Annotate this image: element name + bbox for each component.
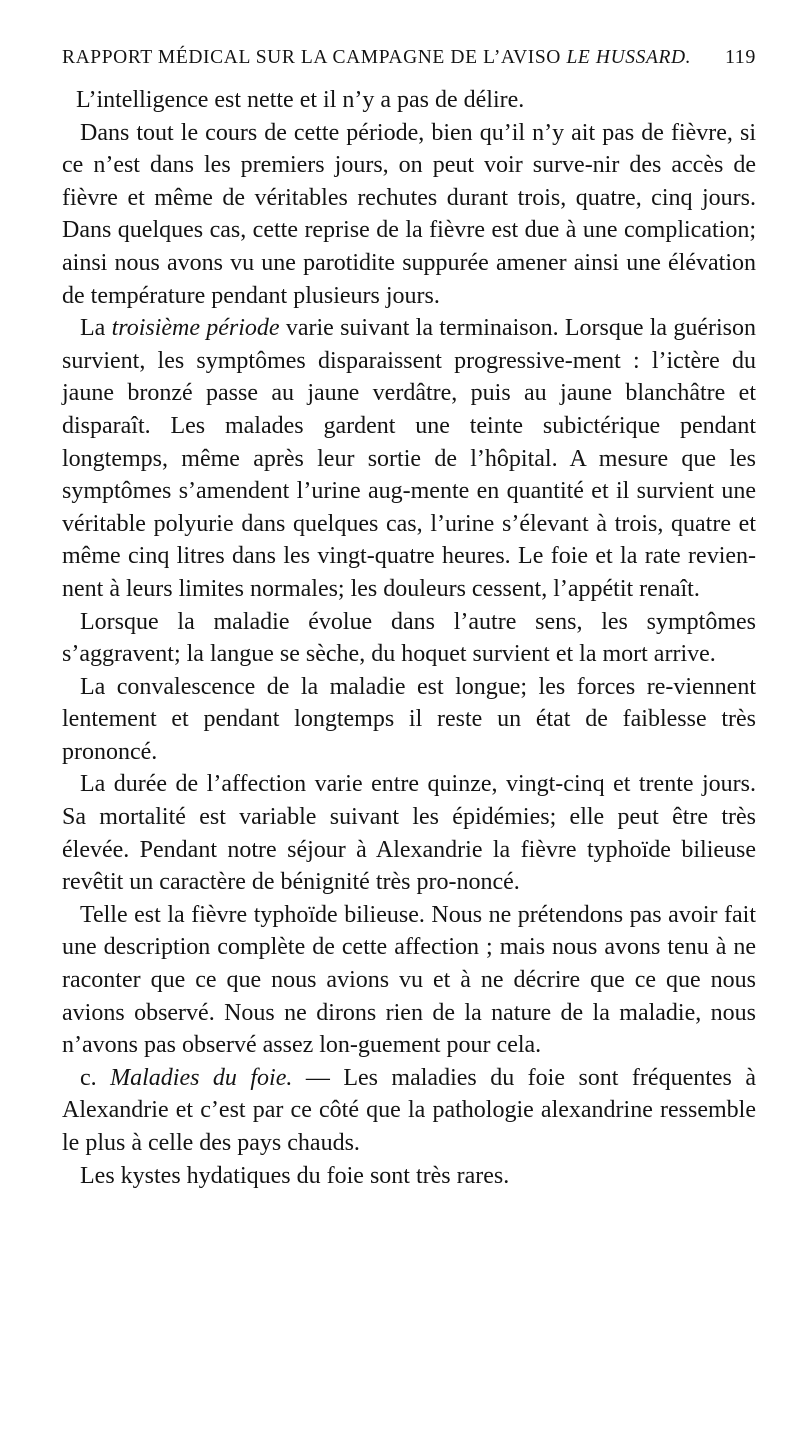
ship-name: LE HUSSARD.: [566, 47, 692, 68]
running-title-text: RAPPORT MÉDICAL SUR LA CAMPAGNE DE L’AVISO: [62, 47, 567, 68]
paragraph-3-lead: La: [80, 315, 112, 342]
paragraph-3-rest: varie suivant la terminaison. Lorsque la guérison survient, les symptômes disparaissent progressive-ment : l’ictère du jaune bronzé passe au jaune verdâtre, puis au jaune blanchâtre et disparaît. Les malades gardent une teinte subictérique pendant longtemps, même après leur sortie de l’hôpital. A mesure que les symptômes s’amendent l’urine aug-mente en quantité et il survient une véritable polyurie dans quelques cas, l’urine s’élevant à trois, quatre et même cinq litres dans les vingt-quatre heures. Le foie et la rate revien-nent à leurs limites normales; les douleurs cessent, l’appétit renaît.: [62, 315, 756, 602]
paragraph-8-lead: c.: [80, 1064, 111, 1091]
paragraph-8: [62, 1062, 756, 1160]
paragraph-1: L’intelligence est nette et il n’y a pas de délire.: [76, 87, 525, 113]
paragraph-9: Les kystes hydatiques du foie sont très rares.: [80, 1162, 510, 1189]
running-title: [62, 47, 691, 69]
paragraph-7: Telle est la fièvre typhoïde bilieuse. Nous ne prétendons pas avoir fait une description complète de cette affection ; mais nous avons tenu à ne raconter que ce que nous avions vu et à ne décrire que ce que nous avions observé. Nous ne dirons rien de la nature de la maladie, nous n’avons pas observé assez lon-guement pour cela.: [62, 901, 756, 1059]
section-heading-maladies-du-foie: Maladies du foie.: [110, 1064, 293, 1091]
body-text: [62, 84, 756, 1192]
paragraph-6: La durée de l’affection varie entre quinze, vingt-cinq et trente jours. Sa mortalité est variable suivant les épidémies; elle peut être très élevée. Pendant notre séjour à Alexandrie la fièvre typhoïde bilieuse revêtit un caractère de bénignité très pro-noncé.: [62, 771, 756, 896]
paragraph-3: [62, 312, 756, 605]
paragraph-5: La convalescence de la maladie est longue; les forces re-viennent lentement et pendant longtemps il reste un état de faiblesse très prononcé.: [62, 673, 756, 765]
paragraph-2: Dans tout le cours de cette période, bien qu’il n’y ait pas de fièvre, si ce n’est dans les premiers jours, on peut voir surve-nir des accès de fièvre et même de véritables rechutes durant trois, quatre, cinq jours. Dans quelques cas, cette reprise de la fièvre est due à une complication; ainsi nous avons vu une parotidite suppurée amener ainsi une élévation de température pendant plusieurs jours.: [62, 119, 756, 309]
paragraph-3-emphasis: troisième période: [111, 315, 280, 342]
running-header: [62, 46, 756, 76]
paragraph-4: Lorsque la maladie évolue dans l’autre sens, les symptômes s’aggravent; la langue se sèche, du hoquet survient et la mort arrive.: [62, 608, 756, 668]
page-number: 119: [724, 46, 756, 68]
paragraph-8-rest: — Les maladies du foie sont fréquentes à Alexandrie et c’est par ce côté que la pathologie alexandrine ressemble le plus à celle des pays chauds.: [62, 1064, 756, 1156]
